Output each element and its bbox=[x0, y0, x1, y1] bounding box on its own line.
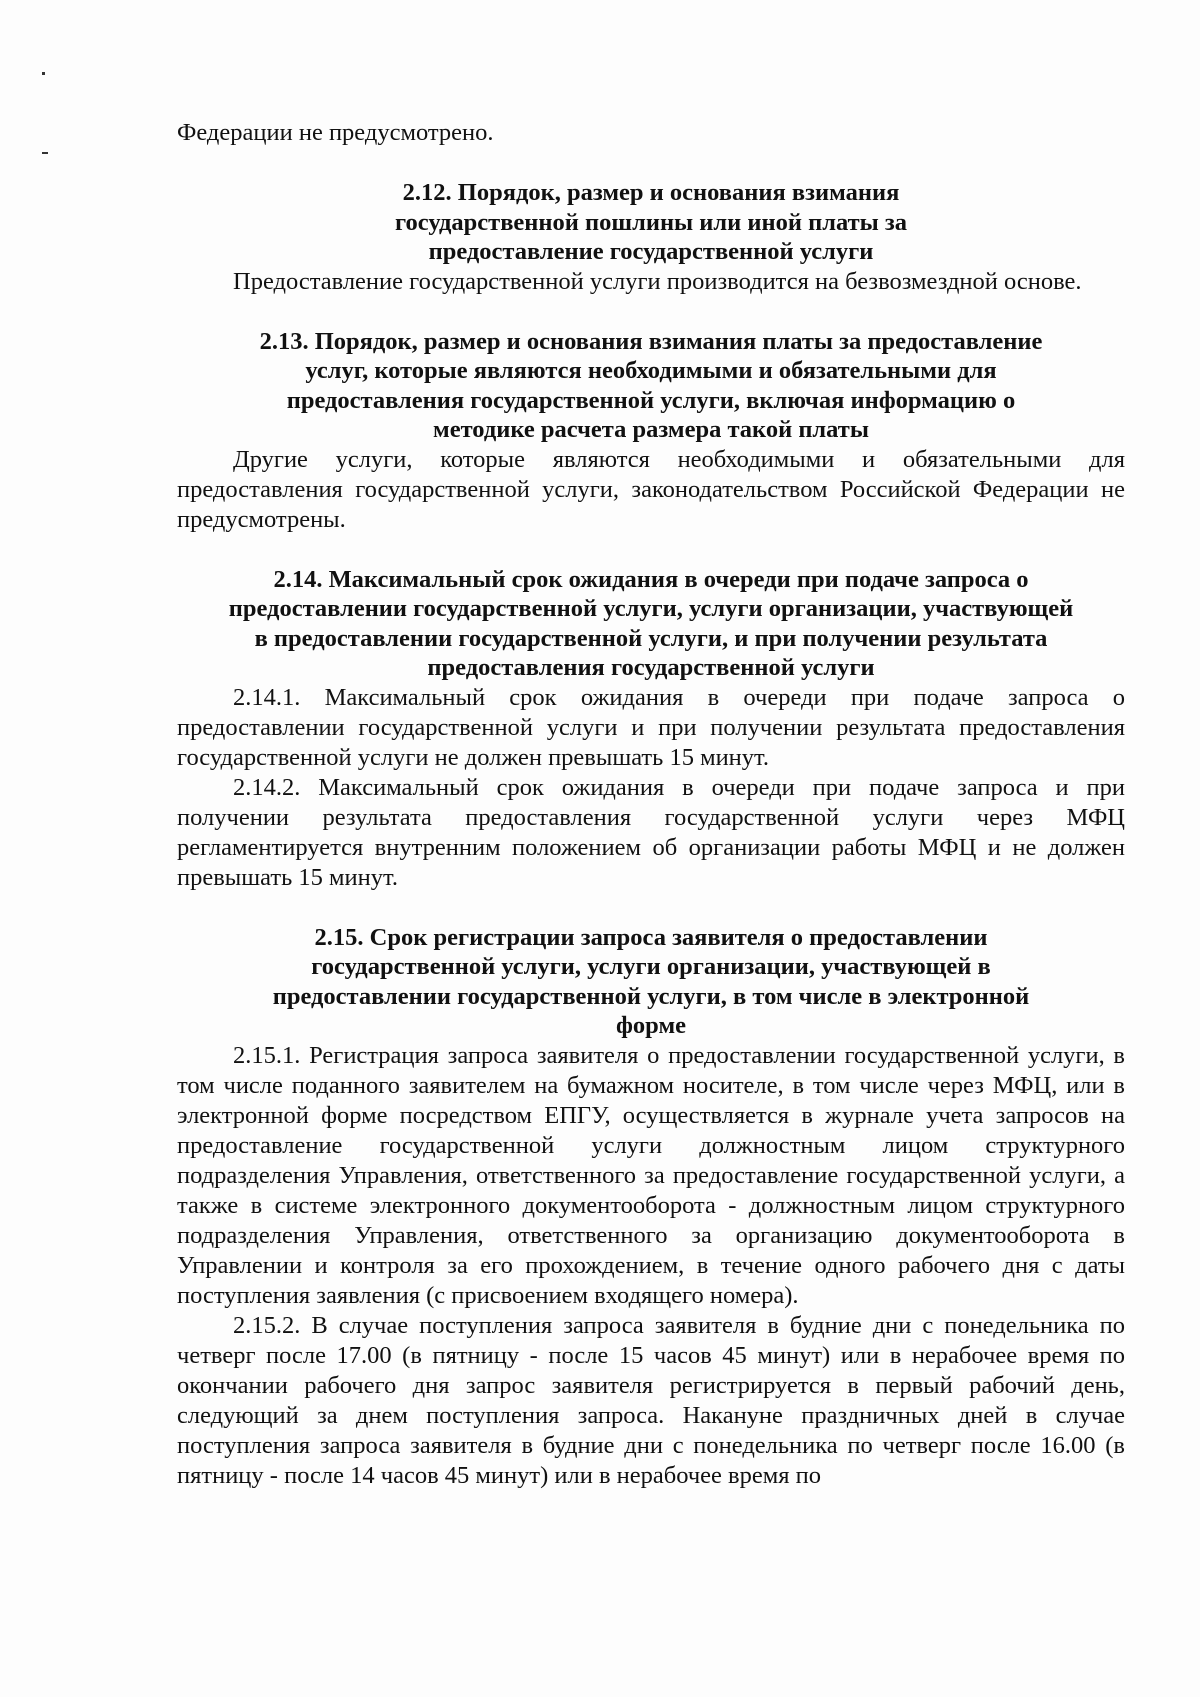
section-heading-2-12: 2.12. Порядок, размер и основания взимания государственной пошлины или иной платы за предоставление государственной услуги bbox=[395, 179, 907, 265]
scan-speck bbox=[42, 152, 48, 154]
paragraph-2-15-1: 2.15.1. Регистрация запроса заявителя о предоставлении государственной услуги, в том числе поданного заявителем на бумажном носителе, в том числе через МФЦ, или в электронной форме посредством ЕПГУ, осуществляется в журнале учета запросов на предоставление государственной услуги должностным лицом структурного подразделения Управления, ответственного за предоставление государственной услуги, а также в системе электронного документооборота - должностным лицом структурного подразделения Управления, ответственного за организацию документооборота в Управлении и контроля за его прохождением, в течение одного рабочего дня с даты поступления заявления (с присвоением входящего номера). bbox=[177, 1041, 1125, 1309]
paragraph-2-15-2: 2.15.2. В случае поступления запроса заявителя в будние дни с понедельника по четверг после 17.00 (в пятницу - после 15 часов 45 минут) или в нерабочее время по окончании рабочего дня запрос заявителя регистрируется в первый рабочий день, следующий за днем поступления запроса. Накануне праздничных дней в случае поступления запроса заявителя в будние дни с понедельника по четверг после 16.00 (в пятницу - после 14 часов 45 минут) или в нерабочее время по bbox=[177, 1311, 1125, 1489]
section-heading-2-13: 2.13. Порядок, размер и основания взимания платы за предоставление услуг, которые являются необходимыми и обязательными для предоставления государственной услуги, включая информацию о методике расчета размера такой платы bbox=[259, 327, 1043, 443]
section-heading-2-15: 2.15. Срок регистрации запроса заявителя о предоставлении государственной услуги, услуги организации, участвующей в предоставлении государственной услуги, в том числе в электронной форме bbox=[272, 923, 1030, 1039]
document-body bbox=[177, 118, 1125, 1491]
paragraph-2-14-1: 2.14.1. Максимальный срок ожидания в очереди при подаче запроса о предоставлении государственной услуги и при получении результата предоставления государственной услуги не должен превышать 15 минут. bbox=[177, 683, 1125, 771]
scan-speck bbox=[42, 72, 45, 75]
paragraph-2-12: Предоставление государственной услуги производится на безвозмездной основе. bbox=[233, 267, 1082, 295]
paragraph-2-14-2: 2.14.2. Максимальный срок ожидания в очереди при подаче запроса и при получении результата предоставления государственной услуги через МФЦ регламентируется внутренним положением об организации работы МФЦ и не должен превышать 15 минут. bbox=[177, 773, 1125, 891]
intro-text: Федерации не предусмотрено. bbox=[177, 119, 494, 146]
section-heading-2-14: 2.14. Максимальный срок ожидания в очереди при подаче запроса о предоставлении государственной услуги, услуги организации, участвующей в предоставлении государственной услуги, и при получении результата предоставления государственной услуги bbox=[228, 565, 1074, 681]
paragraph-2-13: Другие услуги, которые являются необходимыми и обязательными для предоставления государственной услуги, законодательством Российской Федерации не предусмотрены. bbox=[177, 445, 1125, 533]
